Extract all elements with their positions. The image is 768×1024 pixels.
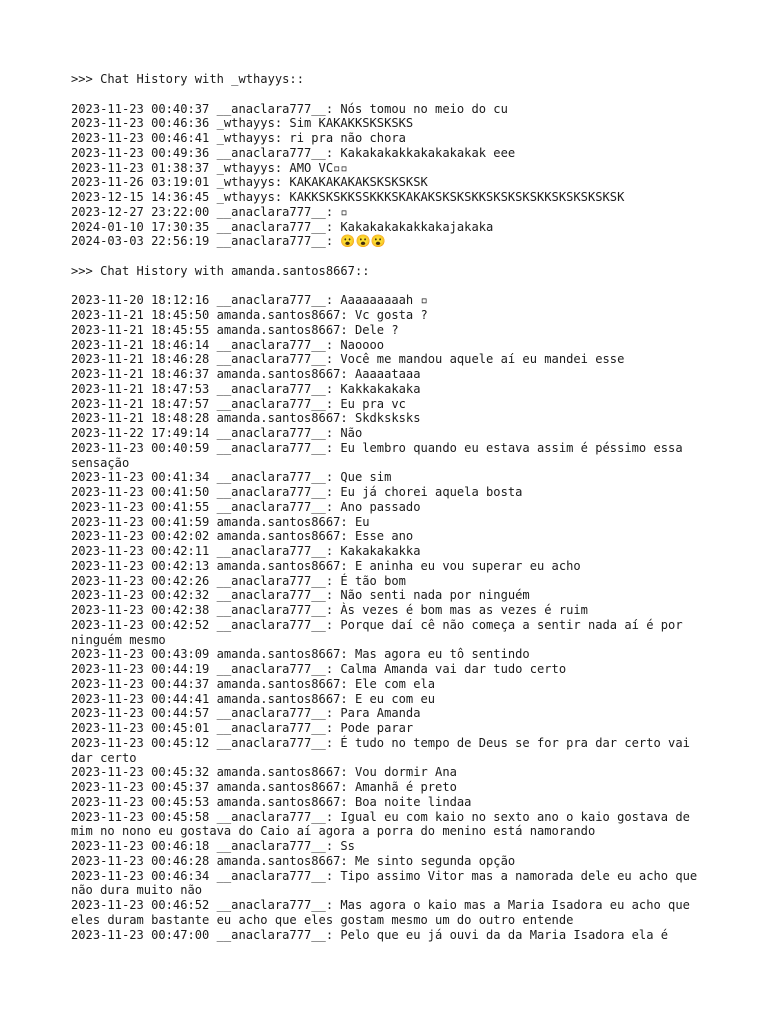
chat-section-wthayys: [71, 72, 711, 249]
chat-line: 2023-11-23 00:40:59 __anaclara777__: Eu lembro quando eu estava assim é péssimo essa sensação: [71, 440, 690, 470]
chat-line: 2023-11-23 01:38:37 _wthayys: AMO VC▫▫: [71, 160, 348, 175]
chat-history-document: [71, 72, 711, 942]
chat-line: 2024-03-03 22:56:19 __anaclara777__: 😮😮😮: [71, 234, 386, 249]
chat-line: 2023-11-23 00:41:34 __anaclara777__: Que sim: [71, 470, 392, 485]
chat-line: 2023-11-23 00:42:02 amanda.santos8667: Esse ano: [71, 529, 414, 544]
chat-line: 2023-11-23 00:46:36 _wthayys: Sim KAKAKKSKSKSKS: [71, 116, 414, 131]
chat-line: 2023-11-23 00:46:41 _wthayys: ri pra não chora: [71, 131, 406, 145]
chat-line: 2023-11-23 00:42:11 __anaclara777__: Kakakakakka: [71, 544, 421, 558]
message-list: [71, 102, 711, 250]
chat-line: 2023-11-26 03:19:01 _wthayys: KAKAKAKAKAKSKSKSKSK: [71, 175, 428, 190]
chat-line: 2023-11-23 00:46:18 __anaclara777__: Ss: [71, 839, 355, 853]
chat-line: 2023-11-23 00:42:13 amanda.santos8667: E aninha eu vou superar eu acho: [71, 558, 581, 573]
chat-line: 2023-11-23 00:44:57 __anaclara777__: Para Amanda: [71, 706, 421, 721]
chat-line: 2023-11-23 00:47:00 __anaclara777__: Pelo que eu já ouvi da da Maria Isadora ela é: [71, 927, 669, 942]
chat-line: 2023-11-23 00:40:37 __anaclara777__: Nós tomou no meio do cu: [71, 101, 508, 116]
chat-line: 2023-11-23 00:44:19 __anaclara777__: Calma Amanda vai dar tudo certo: [71, 662, 567, 676]
chat-line: 2023-11-23 00:42:38 __anaclara777__: Às vezes é bom mas as vezes é ruim: [71, 603, 588, 617]
blank-line: [71, 249, 711, 264]
chat-line: 2023-12-15 14:36:45 _wthayys: KAKKSKSKKSSKKKSKAKAKSKSKSKKSKSKSKSKKSKSKSKSKSK: [71, 190, 625, 204]
chat-line: 2023-11-20 18:12:16 __anaclara777__: Aaaaaaaaah ▫: [71, 293, 428, 308]
chat-line: 2023-11-23 00:42:26 __anaclara777__: É tão bom: [71, 573, 406, 588]
message-list: [71, 293, 711, 942]
chat-line: 2023-11-23 00:42:32 __anaclara777__: Não senti nada por ninguém: [71, 588, 530, 603]
chat-line: 2023-11-21 18:46:28 __anaclara777__: Você me mandou aquele aí eu mandei esse: [71, 352, 625, 367]
chat-section-amanda: [71, 264, 711, 943]
chat-line: 2023-11-23 00:45:58 __anaclara777__: Igual eu com kaio no sexto ano o kaio gostava de mim no nono eu gostava do Caio aí agora a porra do menino está namorando: [71, 809, 698, 839]
chat-line: 2023-11-21 18:46:37 amanda.santos8667: Aaaaataaa: [71, 367, 421, 381]
chat-line: 2023-11-21 18:47:57 __anaclara777__: Eu pra vc: [71, 396, 406, 411]
blank-line: [71, 279, 711, 294]
chat-line: 2023-11-21 18:46:14 __anaclara777__: Naoooo: [71, 337, 385, 352]
chat-line: 2023-11-23 00:45:53 amanda.santos8667: Boa noite lindaa: [71, 794, 472, 809]
chat-line: 2023-12-27 23:22:00 __anaclara777__: ▫: [71, 204, 348, 219]
chat-line: 2023-11-23 00:46:34 __anaclara777__: Tipo assimo Vitor mas a namorada dele eu acho que não dura muito não: [71, 868, 705, 898]
chat-line: 2023-11-23 00:45:12 __anaclara777__: É tudo no tempo de Deus se for pra dar certo vai dar certo: [71, 735, 698, 765]
chat-line: 2023-11-23 00:44:37 amanda.santos8667: Ele com ela: [71, 676, 436, 691]
chat-line: 2023-11-23 00:41:55 __anaclara777__: Ano passado: [71, 499, 421, 514]
chat-line: 2024-01-10 17:30:35 __anaclara777__: Kakakakakakkakajakaka: [71, 219, 494, 234]
chat-line: 2023-11-23 00:41:50 __anaclara777__: Eu já chorei aquela bosta: [71, 485, 523, 499]
chat-line: 2023-11-21 18:47:53 __anaclara777__: Kakkakakaka: [71, 381, 421, 396]
chat-line: 2023-11-21 18:45:50 amanda.santos8667: Vc gosta ?: [71, 308, 428, 322]
chat-line: 2023-11-23 00:46:28 amanda.santos8667: Me sinto segunda opção: [71, 853, 516, 868]
chat-line: 2023-11-23 00:41:59 amanda.santos8667: Eu: [71, 514, 370, 529]
blank-line: [71, 87, 711, 102]
chat-line: 2023-11-23 00:45:32 amanda.santos8667: Vou dormir Ana: [71, 765, 457, 780]
chat-line: 2023-11-23 00:45:01 __anaclara777__: Pode parar: [71, 721, 414, 735]
chat-line: 2023-11-23 00:43:09 amanda.santos8667: Mas agora eu tô sentindo: [71, 647, 530, 662]
section-header: >>> Chat History with amanda.santos8667::: [71, 263, 370, 278]
chat-line: 2023-11-23 00:46:52 __anaclara777__: Mas agora o kaio mas a Maria Isadora eu acho que eles duram bastante eu acho que eles gostam mesmo um do outro entende: [71, 898, 698, 927]
chat-line: 2023-11-21 18:45:55 amanda.santos8667: Dele ?: [71, 322, 399, 337]
chat-line: 2023-11-21 18:48:28 amanda.santos8667: Skdksksks: [71, 411, 421, 426]
chat-line: 2023-11-23 00:49:36 __anaclara777__: Kakakakakkakakakakak eee: [71, 145, 516, 160]
chat-line: 2023-11-23 00:42:52 __anaclara777__: Porque daí cê não começa a sentir nada aí é por ninguém mesmo: [71, 617, 690, 647]
chat-line: 2023-11-22 17:49:14 __anaclara777__: Não: [71, 426, 363, 440]
section-header: >>> Chat History with _wthayys::: [71, 72, 304, 86]
chat-line: 2023-11-23 00:44:41 amanda.santos8667: E eu com eu: [71, 691, 436, 706]
chat-line: 2023-11-23 00:45:37 amanda.santos8667: Amanhã é preto: [71, 780, 457, 794]
